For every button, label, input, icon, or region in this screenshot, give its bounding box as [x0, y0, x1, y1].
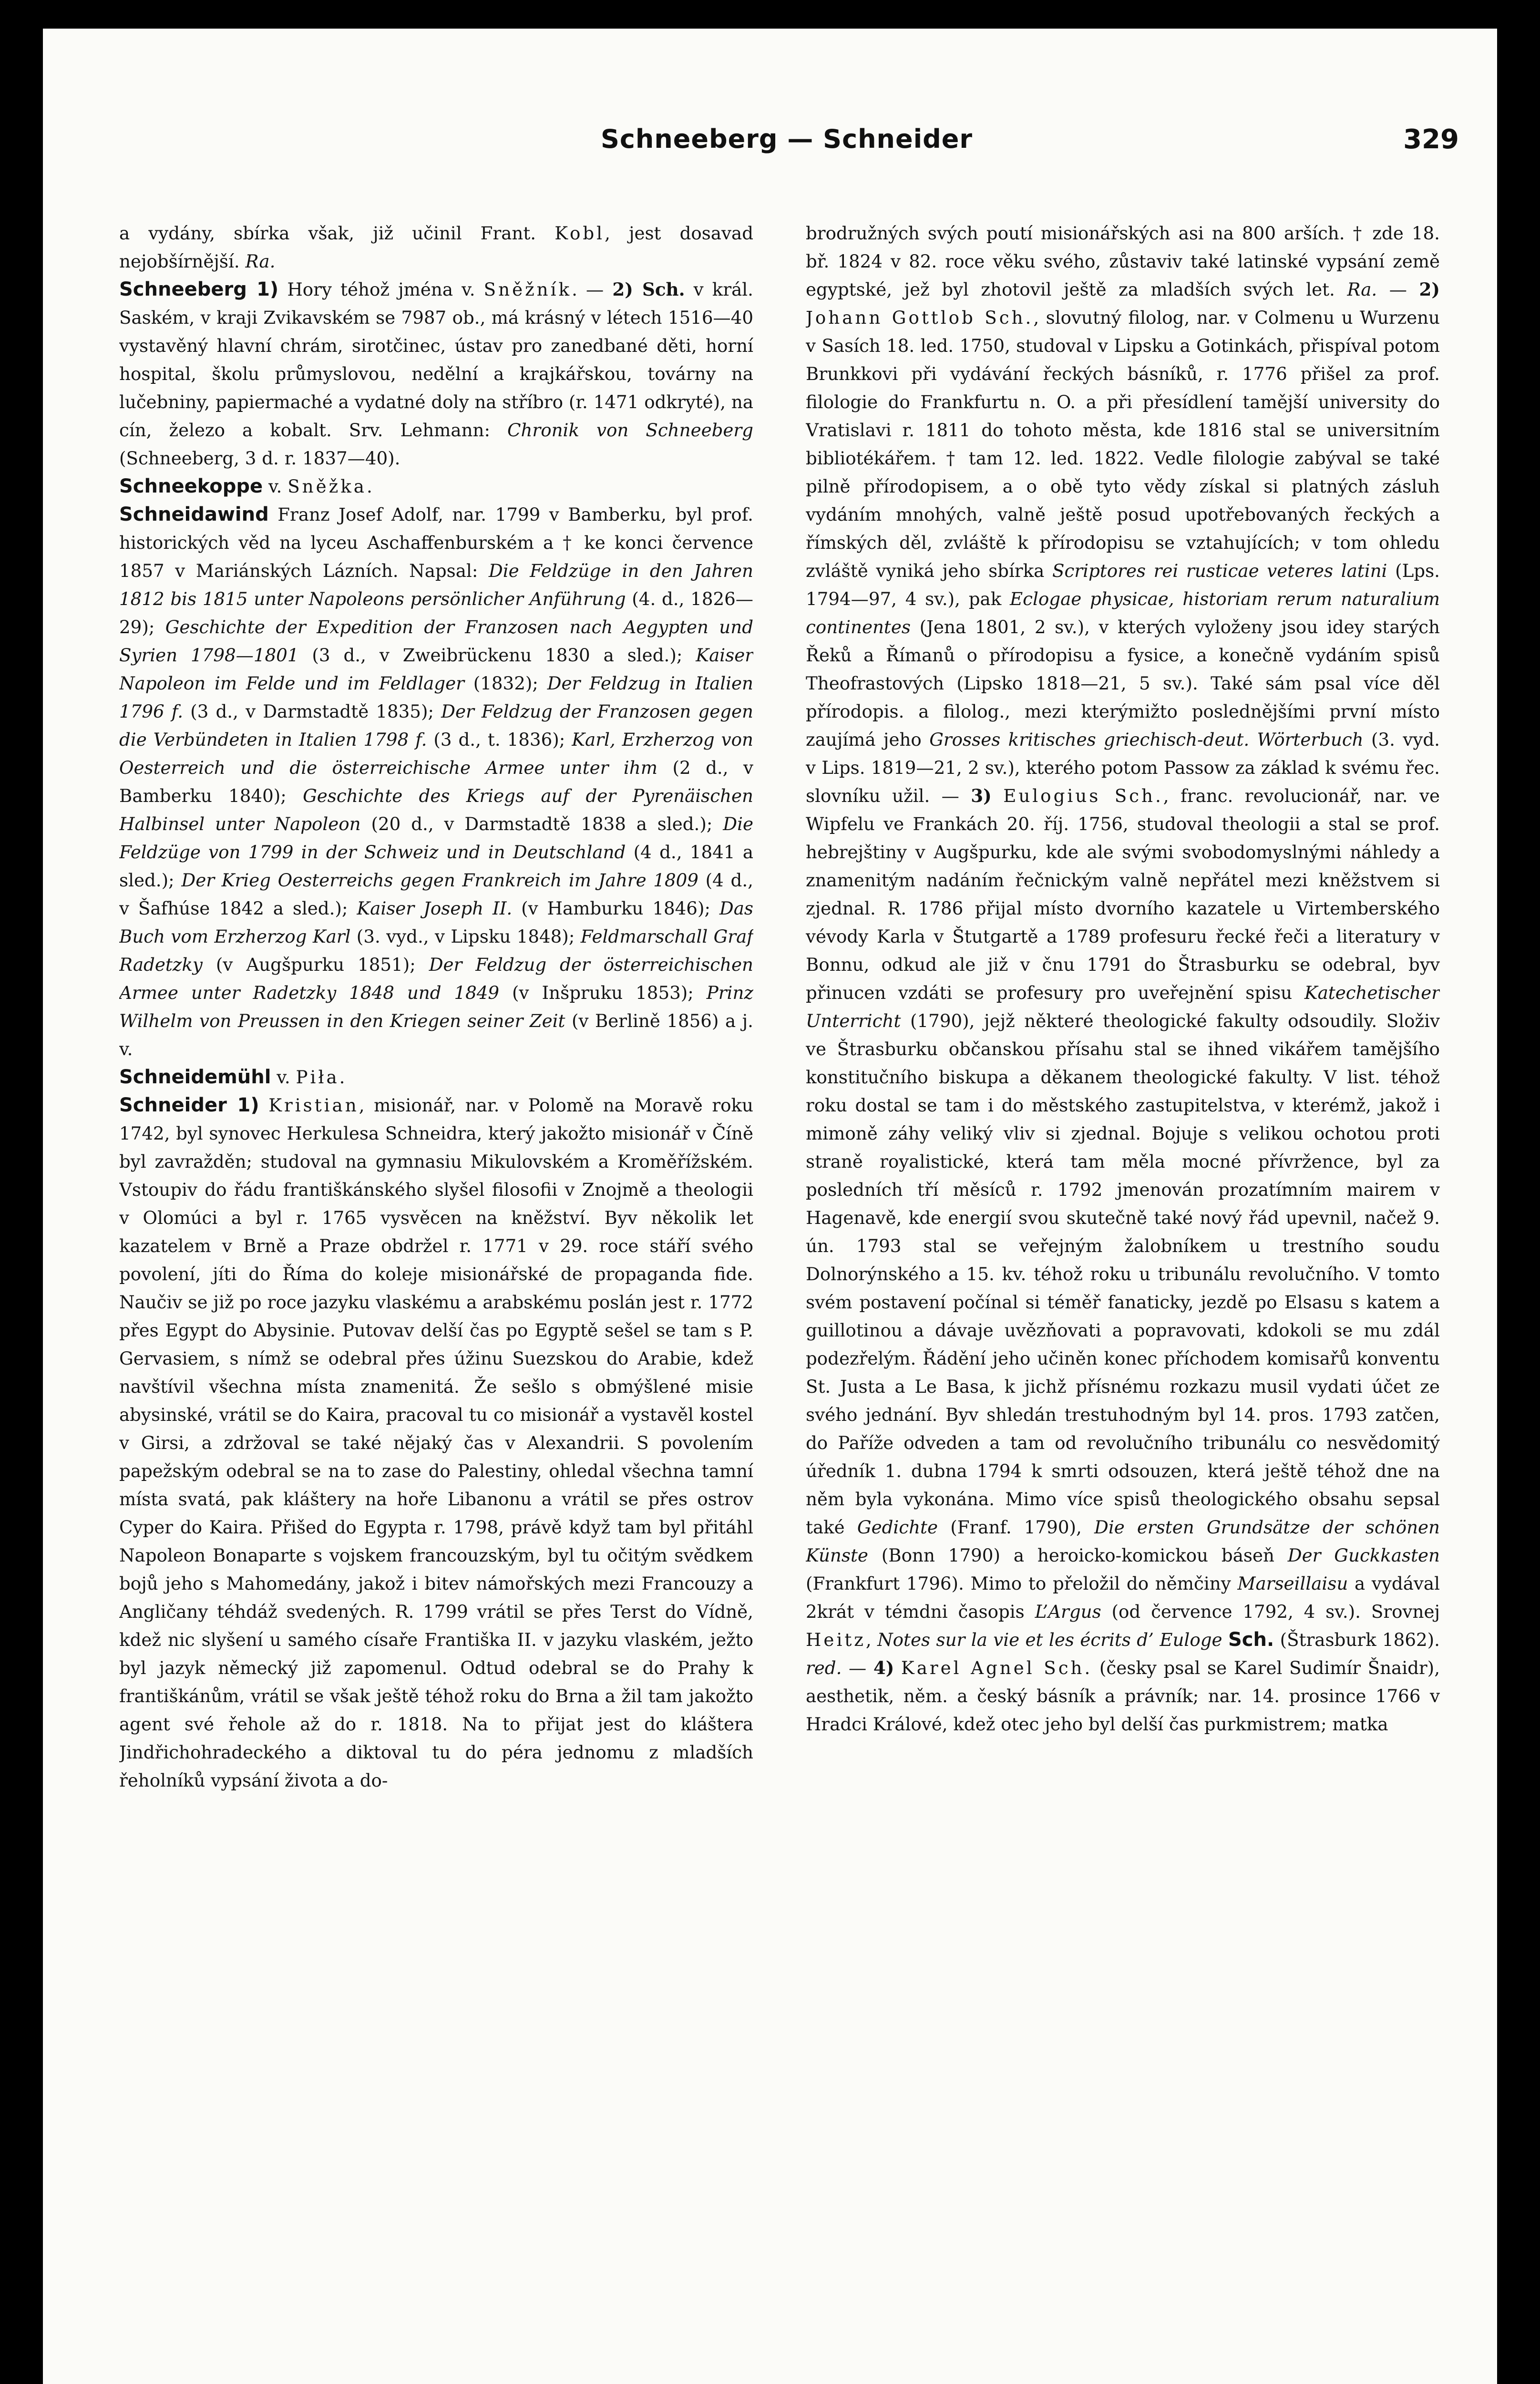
text-run: , misionář, nar. v Polomě na Moravě roku 1742, byl synovec Herkulesa Schneidra, který jakožto misionář v Číně byl zavražděn; studoval na gymnasiu Mikulovském a Kroměřížském. Vstoupiv do řádu františkánského slyšel filosofii v Znojmě a theologii v Olomúci a byl r. 1765 vysvěcen na kněžství. Byv několik let kazatelem v Brně a Praze obdržel r. 1771 v 29. roce stáří svého povolení, jíti do Říma do koleje misionářské de propaganda fide. Naučiv se již po roce jazyku vlaskému a arabskému poslán jest r. 1772 přes Egypt do Abysinie. Putovav delší čas po Egyptě sešel se tam s P. Gervasiem, s nímž se odebral přes úžinu Suezskou do Arabie, kdež navštívil všechna místa znamenitá. Že sešlo s obmýšlené misie abysinské, vrátil se do Kaira, pracoval tu co misionář a vystavěl kostel v Girsi, a zdržoval se také nějaký čas v Alexandrii. S povolením papežským odebral se na to zase do Palestiny, ohledal všechna tamní místa svatá, pak kláštery na hoře Libanonu a vrátil se přes ostrov Cyper do Kaira. Přišed do Egypta r. 1798, právě když tam byl přitáhl Napoleon Bonaparte s vojskem francouzským, byl tu očitým svědkem bojů jeho s Mahomedány, jakož i bitev námořských mezi Francouzy a Angličany téhdáž svedených. R. 1799 vrátil se přes Terst do Vídně, kdež nic slyšení u samého císaře Františka II. v jazyku vlaském, ježto byl jazyk německý již zapomenul. Odtud odebral se do Prahy k františkánům, vrátil se však ještě téhož roku do Brna a žil tam jakožto agent své řeholе až do r. 1818. Na to přijat jest do kláštera Jindřichohradeckého a diktoval tu do péra jednomu z mladších řeholníků vypsání života a do-	[119, 1095, 753, 1791]
text-run: , franc. revolucionář, nar. ve Wipfelu ve Frankách 20. říj. 1756, studoval theologii a stal se prof. hebrejštiny v Augšpurku, kde ale svými svobodomyslnými náhledy a znamenitým nadáním řečnickým valně nepřátel mezi kněžstvem si zjednal. R. 1786 přijal místo dvorního kazatele u Virtemberského vévody Karla v Štutgartě a 1789 profesuru řecké řeči a literatury v Bonnu, odkud ale již v čnu 1791 do Štrasburku se odebral, byv přinucen vzdáti se profesury pro uveřejnění spisu	[806, 785, 1440, 1003]
text-run: (1832);	[464, 673, 547, 694]
text-run: Der Feldzug in Italien 1796 f.	[119, 673, 753, 722]
text-run: Scriptores rei rusticae veteres latini	[1052, 560, 1387, 581]
text-run: Kobl	[554, 223, 605, 244]
text-run: (3 d., v Zweibrückenu 1830 a sled.);	[298, 645, 696, 666]
text-run: Sněžník	[483, 279, 572, 300]
text-run: , jest dosavad nejobšírnější.	[119, 223, 753, 272]
text-run: Marseillaisu	[1237, 1573, 1348, 1594]
text-run: (Lps. 1794—97, 4 sv.), pak	[806, 560, 1440, 609]
entry-schneekoppe	[119, 473, 753, 501]
entry-schneeberg	[119, 276, 753, 473]
text-run: Kaiser Joseph II.	[357, 898, 513, 919]
text-run: brodružných svých poutí misionářských asi na 800 arších. † zde 18. bř. 1824 v 82. roce věku svého, zůstaviv také latinské vypsání země egyptské, jež byl zhotovil ještě za mladších svých let.	[806, 223, 1440, 300]
text-run: a vydával 2krát v témdni časopis	[806, 1573, 1440, 1622]
text-run: (česky psal se Karel Sudimír Šnaidr), aesthetik, něm. a český básník a právník; nar. 14. prosince 1766 v Hradci Králové, kdež otec jeho byl delší čas purkmistrem; matka	[806, 1657, 1440, 1735]
text-run: —	[1377, 279, 1419, 300]
text-run: Ra.	[245, 251, 276, 272]
text-run: (1790), jejž některé theologické fakulty odsoudily. Složiv ve Štrasburku občanskou přísahu stal se ihned vikářem tamějšího konstitučního biskupa a děkanem theologické fakulty. V list. téhož roku dostal se tam i do městského zastupitelstva, v kterémž, jakož i mimoně záhy veliký vliv si zjednal. Bojuje s velikou ochotou proti straně royalistické, která tam měla mocné přívržence, byl za posledních tří měsíců r. 1792 jmenován prozatímním mairem v Hagenavě, kde energií svou skutečně také nový řád upevnil, načež 9. ún. 1793 stal se veřejným žalobníkem u trestního soudu Dolnorýnského a 15. kv. téhož roku u tribunálu revolučního. V tomto svém postavení počínal si téměř fanaticky, jezdě po Elsasu s katem a guillotinou a dávaje uvězňovati a popravovati, kdokoli se mu zdál podezřelým. Řádění jeho učiněn konec příchodem komisařů konventu St. Justa a Le Basa, k jichž přísnému rozkazu musil vydati účet ze svého jednání. Byv shledán trestuhodným byl 14. pros. 1793 zatčen, do Paříže odveden a tam od revolučního tribunálu co nesvědomitý úředník 1. dubna 1794 k smrti odsouzen, která ještě téhož dne na něm byla vykonána. Mimo více spisů theologického obsahu sepsal také	[806, 1010, 1440, 1538]
text-run: v král. Saském, v kraji Zvikavském se 7987 ob., má krásný v létech 1516—40 vystavěný hlavní chrám, sirotčinec, ústav pro zanedbané děti, horní hospital, školu průmyslovou, nedělní a krajkářskou, továrny na lučebniny, papiermaché a vydatné doly na stříbro (r. 1471 odkryté), na cín, železo a kobalt. Srv. Lehmann:	[119, 279, 753, 441]
text-run: (Frankfurt 1796). Mimo to přeložil do němčiny	[806, 1573, 1238, 1594]
text-run: Sněžka	[287, 476, 367, 497]
text-run: (3. vyd. v Lips. 1819—21, 2 sv.), kterého potom Passow za základ k svému řec. slovníku užil. —	[806, 729, 1440, 806]
text-run: Ra.	[1347, 279, 1377, 300]
text-run: v.	[263, 476, 288, 497]
text-run: Schneeberg 1)	[119, 278, 279, 300]
text-run: Eulogius Sch.	[1003, 785, 1163, 806]
text-run: red.	[806, 1657, 842, 1678]
text-run: (v Augšpurku 1851);	[202, 954, 429, 975]
text-run: Schneidawind	[119, 504, 269, 525]
cont-sbirka	[119, 219, 753, 276]
text-run: 4)	[873, 1657, 894, 1678]
text-run: Feldmarschall Graf Radetzky	[119, 926, 753, 975]
text-run	[992, 785, 1003, 806]
text-run: Gedichte	[857, 1517, 938, 1538]
text-run: Grosses kritisches griechisch-deut. Wörterbuch	[929, 729, 1364, 750]
text-run: v.	[271, 1067, 296, 1088]
text-run: L’Argus	[1035, 1601, 1101, 1622]
text-run: Geschichte der Expedition der Franzosen nach Aegypten und Syrien 1798—1801	[119, 617, 753, 666]
page-number: 329	[1403, 124, 1459, 155]
text-run	[259, 1095, 269, 1116]
text-run: (3 d., v Darmstadtě 1835);	[183, 701, 441, 722]
text-run: Johann Gottlob Sch.	[806, 307, 1034, 328]
text-run: Die ersten Grundsätze der schönen Künste	[806, 1517, 1440, 1566]
text-run: . —	[572, 279, 613, 300]
entry-schneidawind	[119, 501, 753, 1063]
page-sheet	[43, 29, 1497, 2384]
text-run: .	[339, 1067, 345, 1088]
text-run: Das Buch vom Erzherzog Karl	[119, 898, 753, 947]
text-run: (od července 1792, 4 sv.). Srovnej	[1101, 1601, 1440, 1622]
text-run: Franz Josef Adolf, nar. 1799 v Bamberku, byl prof. historických věd na lyceu Aschaffenburském a † ke konci července 1857 v Mariánských Lázních. Napsal:	[119, 504, 753, 581]
text-run: Piła	[296, 1067, 339, 1088]
text-run: (Jena 1801, 2 sv.), v kterých vyloženy jsou idey starých Řeků a Římanů o přírodopisu a fysice, a konečně vydáním spisů Theofrastových (Lipsko 1818—21, 5 sv.). Také sám psal více děl přírodopis. a filolog., mezi kterýmižto posledněјšími první místo zaujímá jeho	[806, 617, 1440, 750]
entry-schneidemuhl	[119, 1063, 753, 1091]
text-run: (4 d., 1841 a sled.);	[119, 842, 753, 891]
text-run: Der Krieg Oesterreichs gegen Frankreich im Jahre 1809	[181, 870, 698, 891]
text-run: (4. d., 1826—29);	[119, 588, 753, 637]
text-run: (v Berlině 1856) a j. v.	[119, 1010, 753, 1059]
text-run: (Franf. 1790),	[938, 1517, 1095, 1538]
right-column	[806, 219, 1440, 2384]
text-run: Prinz Wilhelm von Preussen in den Kriegen seiner Zeit	[119, 982, 753, 1031]
text-run: Der Feldzug der Franzosen gegen die Verbündeten in Italien 1798 f.	[119, 701, 753, 750]
text-run	[1222, 1629, 1228, 1650]
running-header	[114, 114, 1459, 167]
text-run: Heitz	[806, 1629, 866, 1650]
text-run: (v Hamburku 1846);	[512, 898, 719, 919]
text-run: (3 d., t. 1836);	[427, 729, 572, 750]
text-run: Schneidemühl	[119, 1066, 271, 1088]
text-run: 3)	[971, 785, 992, 806]
text-run: Die Feldzüge in den Jahren 1812 bis 1815 unter Napoleons persönlicher Anführung	[119, 560, 753, 609]
text-run: —	[842, 1657, 873, 1678]
text-run: Kaiser Napoleon im Felde und im Feldlager	[119, 645, 753, 694]
text-run: Schneekoppe	[119, 475, 263, 497]
text-run: (Bonn 1790) a heroicko-komickou báseň	[868, 1545, 1288, 1566]
text-run: Eclogae physicae, historiam rerum naturalium continentes	[806, 588, 1440, 637]
text-run: Der Guckkasten	[1287, 1545, 1440, 1566]
left-column	[119, 219, 753, 2384]
text-run: Karel Agnel Sch.	[901, 1657, 1093, 1678]
cont-schneider-1	[806, 219, 1440, 1738]
text-run: (20 d., v Darmstadtě 1838 a sled.);	[360, 813, 723, 834]
text-run: Katechetischer Unterricht	[806, 982, 1440, 1031]
text-run: Notes sur la vie et les écrits d’ Euloge	[877, 1629, 1222, 1650]
text-run: Schneider 1)	[119, 1094, 259, 1116]
text-run: (3. vyd., v Lipsku 1848);	[350, 926, 581, 947]
text-run: ,	[865, 1629, 878, 1650]
text-run: Die Feldzüge von 1799 in der Schweiz und in Deutschland	[119, 813, 753, 863]
text-run: Karl, Erzherzog von Oesterreich und die österreichische Armee unter ihm	[119, 729, 753, 778]
text-run: (v Inšpruku 1853);	[499, 982, 707, 1003]
text-run: Sch.	[1228, 1629, 1274, 1651]
text-run: (Schneeberg, 3 d. r. 1837—40).	[119, 448, 400, 469]
text-run: .	[366, 476, 372, 497]
text-run: 2)	[1419, 279, 1440, 300]
text-run: a vydány, sbírka však, již učinil Frant.	[119, 223, 555, 244]
text-run: Der Feldzug der österreichischen Armee unter Radetzky 1848 und 1849	[119, 954, 753, 1003]
text-run: (2 d., v Bamberku 1840);	[119, 757, 753, 806]
text-run: Geschichte des Kriegs auf der Pyrenäischen Halbinsel unter Napoleon	[119, 785, 753, 834]
text-run: Kristian	[268, 1095, 359, 1116]
text-run: Chronik von Schneeberg	[507, 420, 753, 441]
text-run: Hory téhož jména v.	[278, 279, 484, 300]
text-run: 2) Sch.	[612, 279, 685, 300]
header-title: Schneeberg — Schneider	[600, 124, 973, 154]
text-run: (Štrasburk 1862).	[1274, 1629, 1440, 1650]
entry-schneider	[119, 1091, 753, 1795]
text-run	[894, 1657, 901, 1678]
text-run: , slovutný filolog, nar. v Colmenu u Wurzenu v Sasích 18. led. 1750, studoval v Lipsku a Gotinkách, přispíval potom Brunkkovi při vydávání řeckých básníků, r. 1776 přišel za prof. filologie do Frankfurtu n. O. a při přesídlení tamější university do Vratislavi r. 1811 do tohoto města, kde 1816 stal se universitním bibliotékářem. † tam 12. led. 1822. Vedle filologie zabýval se také pilně přírodopisem, a o obě tyto vědy získal si platných zásluh vydáním mnohých, valně ještě posud upotřebovaných řeckých a římských děl, zvláště k přírodopisu se vztahujících; v tom ohledu zvláště vyniká jeho sbírka	[806, 307, 1440, 581]
text-run: (4 d., v Šafhúse 1842 a sled.);	[119, 870, 753, 919]
